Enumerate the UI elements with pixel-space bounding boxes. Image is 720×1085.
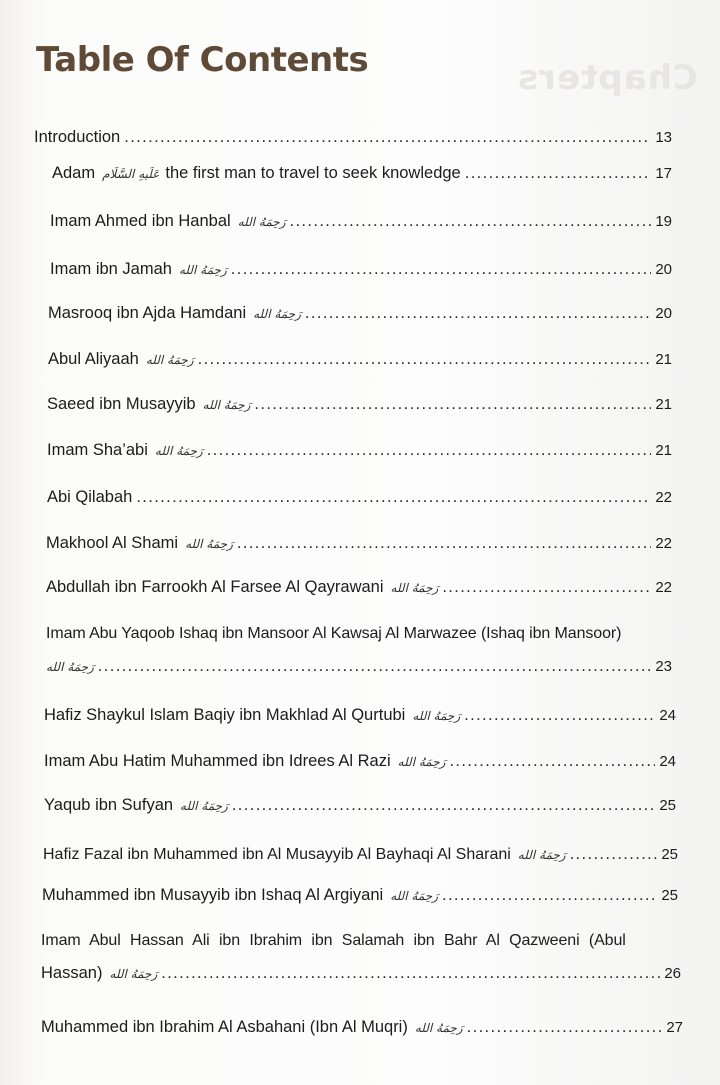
toc-entry[interactable] [41,1018,683,1037]
toc-page-number: 13 [655,129,672,146]
toc-entry-label: Hafiz Fazal ibn Muhammed ibn Al Musayyib Al Bayhaqi Al Sharani [43,846,511,863]
toc-page-number: 22 [655,535,672,552]
leader-dots [305,304,651,323]
toc-page-number: 27 [666,1019,683,1036]
toc-page-number: 25 [661,887,678,904]
toc-entry-label: Hafiz Shaykul Islam Baqiy ibn Makhlad Al Qurtubi [44,706,406,724]
leader-dots [442,578,651,597]
leader-dots [449,752,655,771]
honorific-glyph: رَحِمَهُ الله [46,660,94,674]
honorific-glyph: رَحِمَهُ الله [154,444,203,458]
toc-entry[interactable] [48,304,672,323]
leader-dots [467,1018,663,1037]
toc-entry-label: Abul Aliyaah [48,350,139,368]
toc-page-number: 22 [655,579,672,596]
toc-page-number: 23 [655,658,672,675]
leader-dots [198,350,652,369]
toc-entry[interactable] [43,845,678,864]
toc-entry-label: Imam Ahmed ibn Hanbal [50,212,231,230]
toc-entry-label: Muhammed ibn Musayyib ibn Ishaq Al Argiyani [42,886,384,904]
honorific-glyph: رَحِمَهُ الله [185,537,233,551]
toc-page-number: 17 [655,165,672,182]
toc-entry[interactable] [41,932,685,983]
honorific-glyph: رَحِمَهُ الله [180,799,228,813]
leader-dots [124,128,651,147]
toc-entry-label-line2: Hassan) [41,964,103,982]
toc-entry[interactable] [47,488,672,507]
toc-entry[interactable] [52,164,672,183]
toc-entry[interactable] [46,534,672,553]
toc-page-number: 21 [655,396,672,413]
toc-page-number: 25 [659,797,676,814]
toc-page-number: 26 [664,965,681,982]
toc-entry-label: Muhammed ibn Ibrahim Al Asbahani (Ibn Al Muqri) [41,1018,408,1036]
toc-entry-label: Masrooq ibn Ajda Hamdani [48,304,247,322]
toc-page-number: 20 [655,261,672,278]
honorific-glyph: رَحِمَهُ الله [412,709,461,723]
toc-entry[interactable] [47,395,672,414]
honorific-glyph: رَحِمَهُ الله [390,889,438,903]
toc-entry-label: Saeed ibn Musayyib [47,395,196,413]
toc-entry[interactable] [44,752,676,771]
toc-entry[interactable] [44,796,676,815]
leader-dots [231,260,652,279]
toc-entry-label: Introduction [34,128,121,146]
toc-page-number: 24 [659,753,676,770]
honorific-glyph: رَحِمَهُ الله [253,307,301,321]
toc-entry[interactable] [44,706,676,725]
toc-page-number: 25 [661,846,678,863]
toc-page-number: 22 [655,489,672,506]
honorific-glyph: عَلَيهِ السَّلَام [102,167,160,181]
toc-entry-label-cont: the first man to travel to seek knowledge [165,164,461,182]
leader-dots [570,845,658,864]
toc-entry-label: Imam Abu Yaqoob Ishaq ibn Mansoor Al Kawsaj Al Marwazee (Ishaq ibn Mansoor) [46,625,622,642]
toc-entry-label: Adam [52,164,96,182]
leader-dots [98,657,652,676]
toc-entry[interactable] [46,625,682,676]
toc-entry-label: Imam ibn Jamah [50,260,172,278]
honorific-glyph: رَحِمَهُ الله [517,848,566,862]
toc-entry[interactable] [34,128,672,147]
toc-entry-label: Yaqub ibn Sufyan [44,796,174,814]
honorific-glyph: رَحِمَهُ الله [145,353,194,367]
toc-page-number: 19 [655,213,672,230]
leader-dots [237,534,651,553]
leader-dots [207,441,652,460]
honorific-glyph: رَحِمَهُ الله [397,755,446,769]
toc-entry-label: Abi Qilabah [47,488,133,506]
toc-entry[interactable] [47,441,672,460]
page-title: Table Of Contents [36,40,369,80]
bleed-through-heading: Chapters [517,58,698,98]
honorific-glyph: رَحِمَهُ الله [202,398,251,412]
toc-page-number: 21 [655,442,672,459]
leader-dots [442,886,657,905]
leader-dots [136,488,651,507]
toc-page-number: 24 [659,707,676,724]
toc-entry[interactable] [50,260,672,279]
honorific-glyph: رَحِمَهُ الله [414,1021,463,1035]
honorific-glyph: رَحِمَهُ الله [390,581,439,595]
honorific-glyph: رَحِمَهُ الله [178,263,227,277]
toc-entry[interactable] [48,350,672,369]
toc-entry-label: Imam Sha’abi [47,441,148,459]
leader-dots [161,964,660,983]
leader-dots [254,395,651,414]
toc-entry-label: Imam Abul Hassan Ali ibn Ibrahim ibn Salamah ibn Bahr Al Qazweeni (Abul [41,932,626,949]
toc-page-number: 21 [655,351,672,368]
leader-dots [289,212,651,231]
toc-entry[interactable] [50,212,672,231]
toc-entry-label: Imam Abu Hatim Muhammed ibn Idrees Al Razi [44,752,391,770]
leader-dots [464,706,655,725]
honorific-glyph: رَحِمَهُ الله [237,215,286,229]
leader-dots [232,796,655,815]
toc-entry-label: Abdullah ibn Farrookh Al Farsee Al Qayrawani [46,578,384,596]
toc-entry[interactable] [46,578,672,597]
honorific-glyph: رَحِمَهُ الله [109,967,158,981]
toc-entry-label: Makhool Al Shami [46,534,179,552]
toc-entry[interactable] [42,886,678,905]
leader-dots [465,164,652,183]
toc-page-number: 20 [655,305,672,322]
